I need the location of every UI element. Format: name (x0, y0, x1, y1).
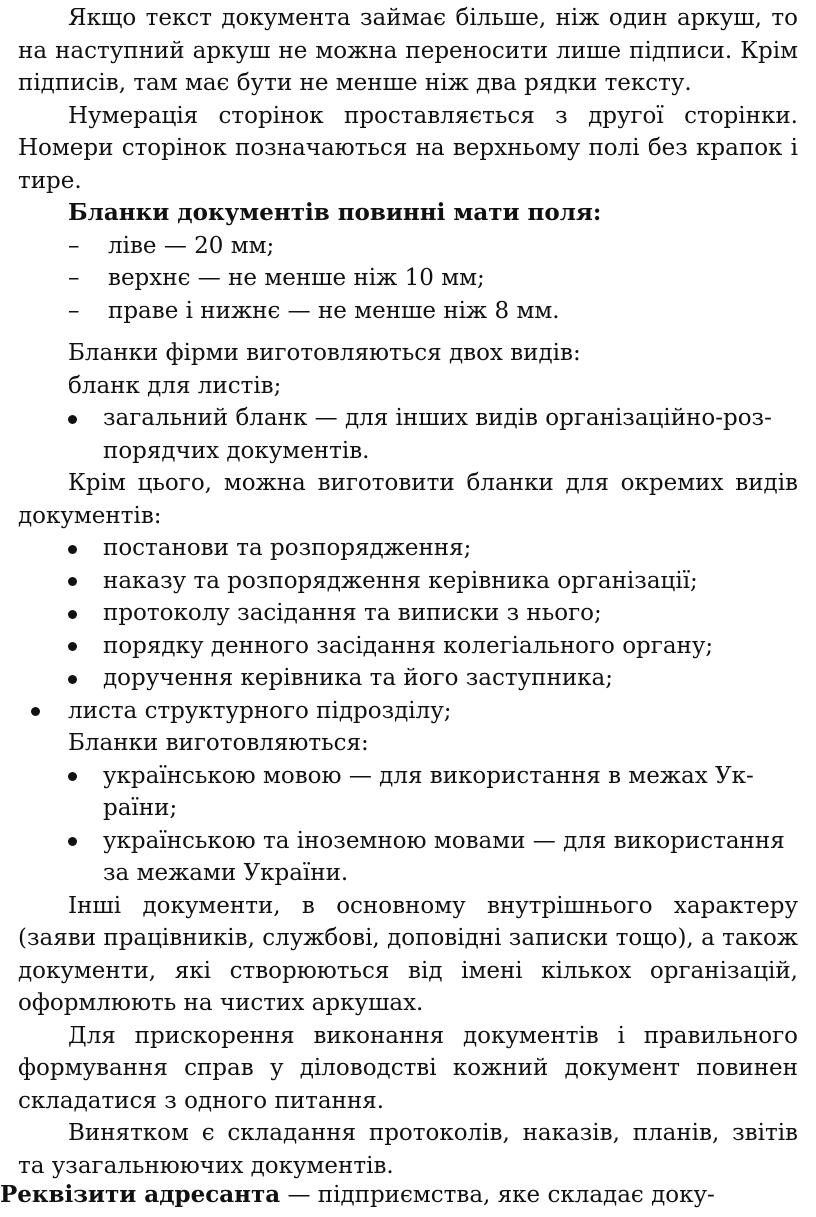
blank-type-letters: бланк для листів; (68, 372, 282, 399)
list-item: наказу та розпорядження керівника організації; (18, 565, 798, 598)
list-item: доручення керівника та його заступника; (18, 662, 798, 695)
paragraph-page-numbering: Нумерація сторінок проставляється з другої сторінки. Номери сторінок позначаються на верхньому полі без крапок і тире. (18, 102, 798, 194)
doc-kinds-list (18, 532, 798, 727)
term-addresser-requisites: Реквізити адресанта (0, 1181, 281, 1208)
dash-marker: – (68, 232, 80, 259)
list-item: постанови та розпорядження; (18, 532, 798, 565)
bullet-icon (68, 532, 77, 565)
bullet-icon (68, 662, 77, 695)
list-item: українською мовою — для використання в межах Ук-раїни; (18, 760, 798, 825)
bullet-icon (68, 630, 77, 663)
margins-list (18, 230, 798, 328)
bullet-icon (68, 402, 77, 435)
list-item: українською та іноземною мовами — для використання за межами України. (18, 825, 798, 890)
list-item: листа структурного підрозділу; (18, 695, 798, 728)
dash-marker: – (68, 297, 80, 324)
list-item: протоколу засідання та виписки з нього; (18, 597, 798, 630)
paragraph-one-question: Для прискорення виконання документів і правильного формування справ у діловодстві кожний документ повинен складатися з одного питання. (18, 1022, 798, 1114)
paragraph-special-blanks: Крім цього, можна виготовити бланки для окремих видів документів: (18, 470, 798, 529)
paragraph-page-break-rule: Якщо текст документа займає більше, ніж один аркуш, то на наступний аркуш не можна переносити лише підписи. Крім підписів, там має бути не менше ніж два рядки тексту. (18, 5, 798, 96)
bullet-icon (68, 825, 77, 858)
languages-list (18, 760, 798, 890)
body-text-continued (18, 337, 798, 1182)
list-item: – верхнє — не менше ніж 10 мм; (18, 262, 798, 295)
list-item: загальний бланк — для інших видів організаційно-роз-порядчих документів. (18, 402, 798, 467)
bullet-icon (68, 565, 77, 598)
blank-types-heading: Бланки фірми виготовляються двох видів: (68, 340, 581, 366)
bullet-icon (68, 760, 77, 793)
body-text (18, 2, 798, 327)
paragraph-exceptions: Винятком є складання протоколів, наказів, планів, звітів та узагальнюючих документів. (18, 1120, 798, 1179)
list-item: – праве і нижнє — не менше ніж 8 мм. (18, 295, 798, 328)
bullet-icon (68, 597, 77, 630)
addresser-requisites-line: Реквізити адресанта — підприємства, яке складає доку- (0, 1181, 715, 1208)
list-item: – ліве — 20 мм; (18, 230, 798, 263)
dash-marker: – (68, 265, 80, 291)
paragraph-plain-sheets: Інші документи, в основному внутрішнього характеру (заяви працівників, службові, доповідні записки тощо), а також документи, які створюються від імені кількох організацій, оформлюють на чистих аркушах. (18, 892, 798, 1016)
margins-heading: Бланки документів повинні мати поля: (68, 199, 602, 226)
languages-heading: Бланки виготовляються: (68, 730, 369, 756)
list-item: порядку денного засідання колегіального органу; (18, 630, 798, 663)
bullet-icon (31, 695, 40, 728)
